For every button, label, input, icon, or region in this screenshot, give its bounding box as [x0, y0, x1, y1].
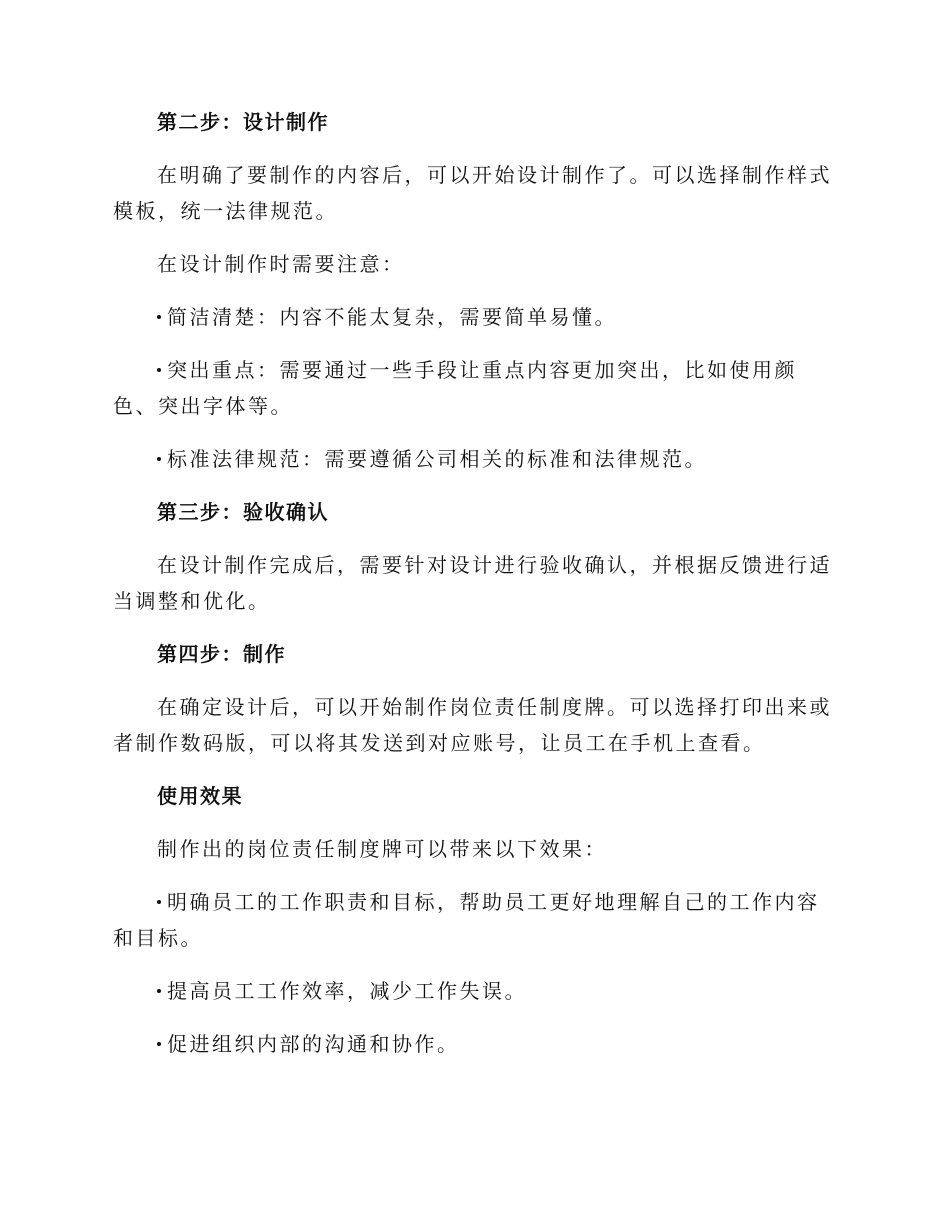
bullet-item: [113, 352, 838, 424]
bullet-item: [113, 973, 838, 1009]
bullet-text: 促进组织内部的沟通和协作。: [167, 1032, 460, 1056]
bullet-item: [113, 299, 838, 335]
bullet-dot-icon: [157, 1042, 161, 1046]
bullet-dot-icon: [157, 457, 161, 461]
bullet-text: 明确员工的工作职责和目标，帮助员工更好地理解自己的工作内容和目标。: [113, 890, 820, 950]
bullet-item: [113, 441, 838, 477]
bullet-text: 提高员工工作效率，减少工作失误。: [167, 979, 527, 1003]
paragraph: 在设计制作完成后，需要针对设计进行验收确认，并根据反馈进行适当调整和优化。: [113, 553, 832, 613]
paragraph: 在明确了要制作的内容后，可以开始设计制作了。可以选择制作样式模板，统一法律规范。: [113, 163, 832, 223]
bullet-text: 简洁清楚：内容不能太复杂，需要简单易懂。: [167, 305, 617, 329]
bullet-dot-icon: [157, 989, 161, 993]
paragraph: 制作出的岗位责任制度牌可以带来以下效果：: [157, 837, 607, 861]
bullet-text: 标准法律规范：需要遵循公司相关的标准和法律规范。: [167, 447, 707, 471]
section-heading-step-three: 第三步：验收确认: [157, 500, 329, 524]
bullet-item: [113, 1026, 838, 1062]
section-heading-step-two: 第二步：设计制作: [157, 110, 329, 134]
bullet-text: 突出重点：需要通过一些手段让重点内容更加突出，比如使用颜色、突出字体等。: [113, 358, 797, 418]
paragraph: 在设计制作时需要注意：: [157, 252, 405, 276]
document-body: [113, 104, 838, 1079]
bullet-dot-icon: [157, 315, 161, 319]
section-heading-usage-effect: 使用效果: [157, 784, 243, 808]
section-heading-step-four: 第四步：制作: [157, 642, 286, 666]
bullet-item: [113, 884, 838, 956]
bullet-dot-icon: [157, 900, 161, 904]
bullet-dot-icon: [157, 368, 161, 372]
paragraph: 在确定设计后，可以开始制作岗位责任制度牌。可以选择打印出来或者制作数码版，可以将其发送到对应账号，让员工在手机上查看。: [113, 695, 832, 755]
